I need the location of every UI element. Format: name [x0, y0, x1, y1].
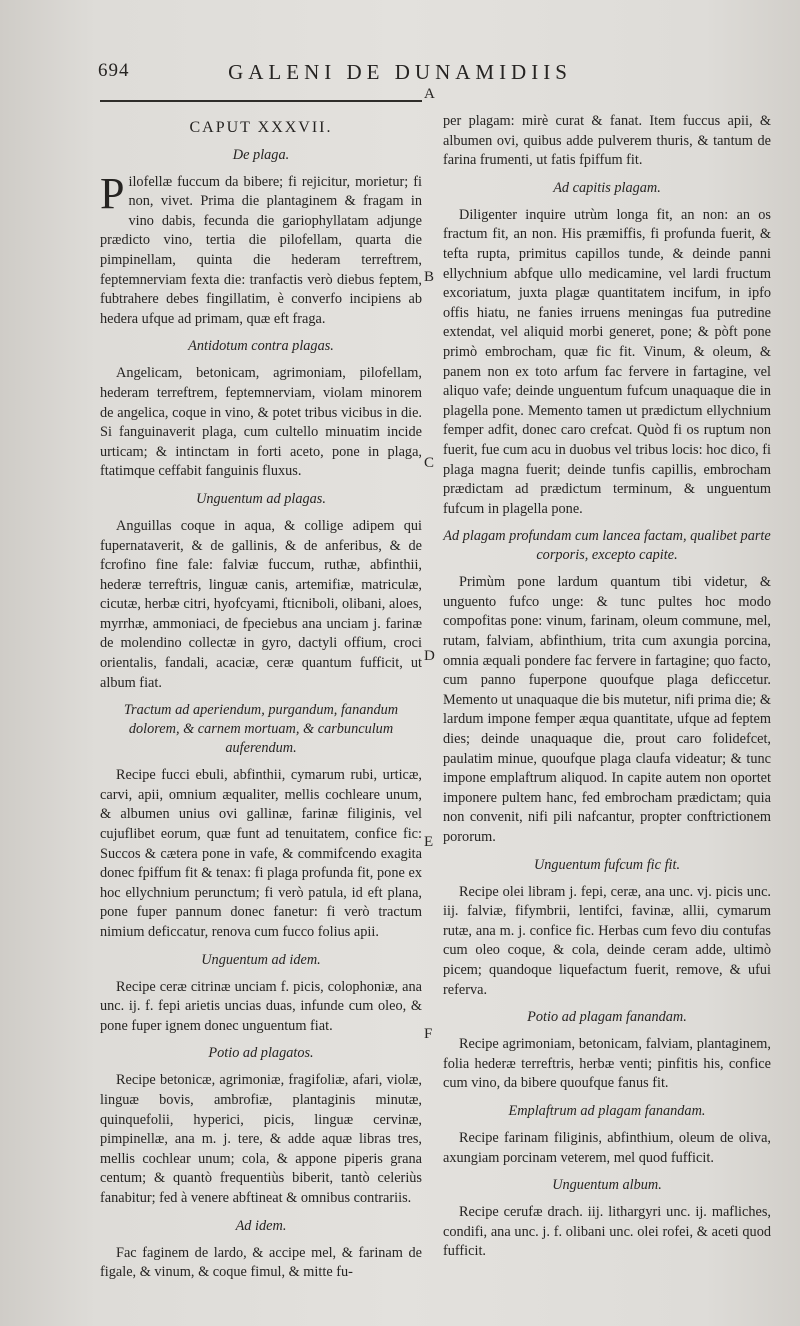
page-number: 694 — [98, 60, 130, 81]
margin-letter-a: A — [424, 86, 435, 102]
section-heading-antidotum: Antidotum contra plagas. — [188, 338, 334, 355]
paragraph-text: ilofellæ fuccum da bibere; fi rejicitur, morietur; fi non, vivet. Prima die plantaginem & fragam in vino dabis, fecunda die gariophyllatam adjunge prædicto vino, tertia die pilofellam, quarta die pimpinellam, quinta die hederam terreftrem, feptemnerviam fexta die: tranfactis verò diebus feptem, fubtrahere debes fingillatim, è converfo incipiens ab hedera ufque ad primam, quæ eft fraga. — [100, 173, 422, 327]
left-column — [100, 112, 422, 1289]
section-heading-fuscum: Unguentum fufcum fic fit. — [533, 856, 681, 873]
section-heading-de-plaga: De plaga. — [232, 146, 290, 163]
paragraph-emplastrum: Recipe farinam filiginis, abfinthium, oleum de oliva, axungiam porcinam veterem, mel quod fufficit. — [443, 1129, 771, 1166]
chapter-title: CAPUT XXXVII. — [189, 119, 333, 136]
drop-cap-initial: P — [100, 168, 125, 218]
paragraph-ad-idem: Fac faginem de lardo, & accipe mel, & farinam de figale, & vinum, & coque fimul, & mitte fu- — [100, 1244, 422, 1281]
paragraph-unguentum: Anguillas coque in aqua, & collige adipem qui fupernataverit, & de gallinis, & de anferibus, & de fcrofino fine fale: falviæ fuccum, ruthæ, abfinthii, hederæ terreftris, linguæ canis, artemifiæ, matriculæ, cicutæ, herbæ citri, hyofcyami, fticniboli, olibani, aloes, myrrhæ, ammoniaci, de fpeciebus ana unciam j. farinæ de molendino collectæ in gyro, dactyli offium, croci orientalis, fandali, acaciæ, ceræ quantum fufficit, ut album fiat. — [100, 517, 422, 691]
section-heading-unguentum: Unguentum ad plagas. — [196, 490, 326, 507]
margin-letter-d: D — [424, 648, 435, 664]
paragraph-de-plaga — [100, 168, 422, 330]
paragraph-tractum: Recipe fucci ebuli, abfinthii, cymarum rubi, urticæ, carvi, apii, omnium æqualiter, mellis cochleare unum, & albumen unius ovi gallinæ, farinæ filiginis, vel cujuflibet eorum, quæ funt ad tenuitatem, confice fic: Succos & cætera pone in vafe, & commifcendo exagita donec fpiffum fit & tenax: fi plaga profunda fit, pone ex hoc ellychnium perunctum; fi verò patula, id eft plana, pone fuper pannum donec fanetur: fi verò tractum nimium deficcatur, renova cum fucco folius apii. — [100, 767, 422, 940]
section-heading-unguentum-ad-idem: Unguentum ad idem. — [201, 951, 321, 968]
paragraph-profundam: Primùm pone lardum quantum tibi videtur, & unguento fufco unge: & tunc pultes hoc modo compofitas pone: vinum, farinam, oleum commune, mel, rutam, falviam, abfinthium, trita cum axungia porcina, omnia æquali pondere fac fervere in fartagine; quo facto, cum panno fuperpone quoufque plaga deficcetur. Memento ut unaquaque die bis mutetur, nifi prima die; & lardum impone femper æqua quantitate, ufque ad feptem dies; deinde unaquaque die, prout caro folidefcet, paulatim minue, quoufque plaga claufa videatur; & tunc impone emplaftrum aliquod. In capite autem non oportet imponere pultem hanc, fed embrocham prædictam; quia non convenit, nifi pili nafcantur, propter conftrictionem pororum. — [443, 574, 771, 845]
paragraph-fuscum: Recipe olei libram j. fepi, ceræ, ana unc. vj. picis unc. iij. falviæ, fifymbrii, lentifci, favinæ, allii, cymarum rutæ, ana m. j. confice fic. Herbas cum fevo diu contufas cum oleo coque, & cola, deinde ceram adde, ultimò picem; quandoque liquefactum fuerit, remove, & ufui referva. — [443, 883, 771, 998]
section-heading-potio-fanandam: Potio ad plagam fanandam. — [527, 1009, 687, 1026]
section-heading-emplastrum: Emplaftrum ad plagam fanandam. — [508, 1102, 706, 1119]
margin-letter-f: F — [424, 1026, 433, 1042]
section-heading-profundam: Ad plagam profundam cum lancea factam, qualibet parte corporis, excepto capite. — [443, 528, 771, 564]
section-heading-ad-idem: Ad idem. — [235, 1217, 287, 1234]
section-heading-potio-ad-plagatos: Potio ad plagatos. — [208, 1045, 314, 1062]
paragraph-potio-ad-plagatos: Recipe betonicæ, agrimoniæ, fragifoliæ, afari, violæ, linguæ bovis, ambrofiæ, plantaginis minutæ, quinquefolii, hyperici, picis, linguæ cervinæ, pimpinellæ, ana m. j. tere, & adde aquæ libras tres, mellis cochlear unum; cola, & appone piperis grana centum; & quantò frequentiùs biberit, tantò celeriùs fanabitur; fed à venere abftineat & omnibus contrariis. — [100, 1072, 422, 1206]
paragraph-capitis: Diligenter inquire utrùm longa fit, an non: an os fractum fit, an non. His præmiffis, fi profunda fuerit, & tefta rupta, primitus capillos tunde, & deinde panni ellychnium abfque ullo medicamine, vel lardi fructum excoriatum, juxta plagæ quantitatem incifum, in ipfo offis hiatu, ne fanies irruens meningas fua putredine extendat, vel aliquid morbi generet, pone; & pòft pone primò embrocham, quæ fic fit. Vinum, & oleum, & panem non ex toto arfum fac fervere in fartagine, vel aliquo vafe; deinde unguentum fufcum unaquaque die in plagella pone. Memento tamen ut prædictum ellychnium femper adfit, donec caro crefcat. Quòd fi os ruptum non fuerit, fue cum acu in duobus vel tribus locis: hoc dico, fi plaga magna fuerit; deinde tunfis capillis, embrocham prædictam ad prædictum terminum, & unguentum fufcum in plagella pone. — [443, 206, 771, 517]
section-heading-tractum: Tractum ad aperiendum, purgandum, fanandum dolorem, & carnem mortuam, & carbunculum auferendum. — [123, 702, 399, 757]
paragraph-album: Recipe cerufæ drach. iij. lithargyri unc. ij. mafliches, condifi, ana unc. j. f. olibani unc. olei rofei, & aceti quod fufficit. — [443, 1204, 771, 1260]
paragraph-unguentum-ad-idem: Recipe ceræ citrinæ unciam f. picis, colophoniæ, ana unc. ij. f. fepi arietis uncias duas, infunde cum oleo, & pone fuper ignem donec unguentum fiat. — [100, 978, 422, 1034]
right-column — [443, 112, 771, 1268]
section-heading-album: Unguentum album. — [552, 1177, 662, 1194]
margin-letter-e: E — [424, 834, 434, 850]
margin-letter-b: B — [424, 269, 435, 285]
header-rule — [100, 100, 422, 102]
running-title: GALENI DE DUNAMIDIIS — [228, 60, 572, 84]
margin-letter-c: C — [424, 455, 435, 471]
paragraph-antidotum: Angelicam, betonicam, agrimoniam, pilofellam, hederam terreftrem, feptemnerviam, violam minorem de angelica, coque in vino, & potet tribus vicibus in die. Si fanguinaverit plaga, cum cultello minuatim incide urticam; & intinctam in forti aceto, pone in plaga, ftatimque ceffabit fanguinis fluxus. — [100, 365, 422, 480]
section-heading-capitis: Ad capitis plagam. — [553, 179, 661, 196]
paragraph-continuation: per plagam: mirè curat & fanat. Item fuccus apii, & albumen ovi, quibus adde pulverem thuris, & tantum de farina frumenti, ut fatis fpiffum fit. — [443, 113, 771, 169]
paragraph-potio-fanandam: Recipe agrimoniam, betonicam, falviam, plantaginem, folia hederæ terreftris, herbæ venti; pinfitis his, confice cum vino, da bibere quoufque fanus fit. — [443, 1036, 771, 1092]
